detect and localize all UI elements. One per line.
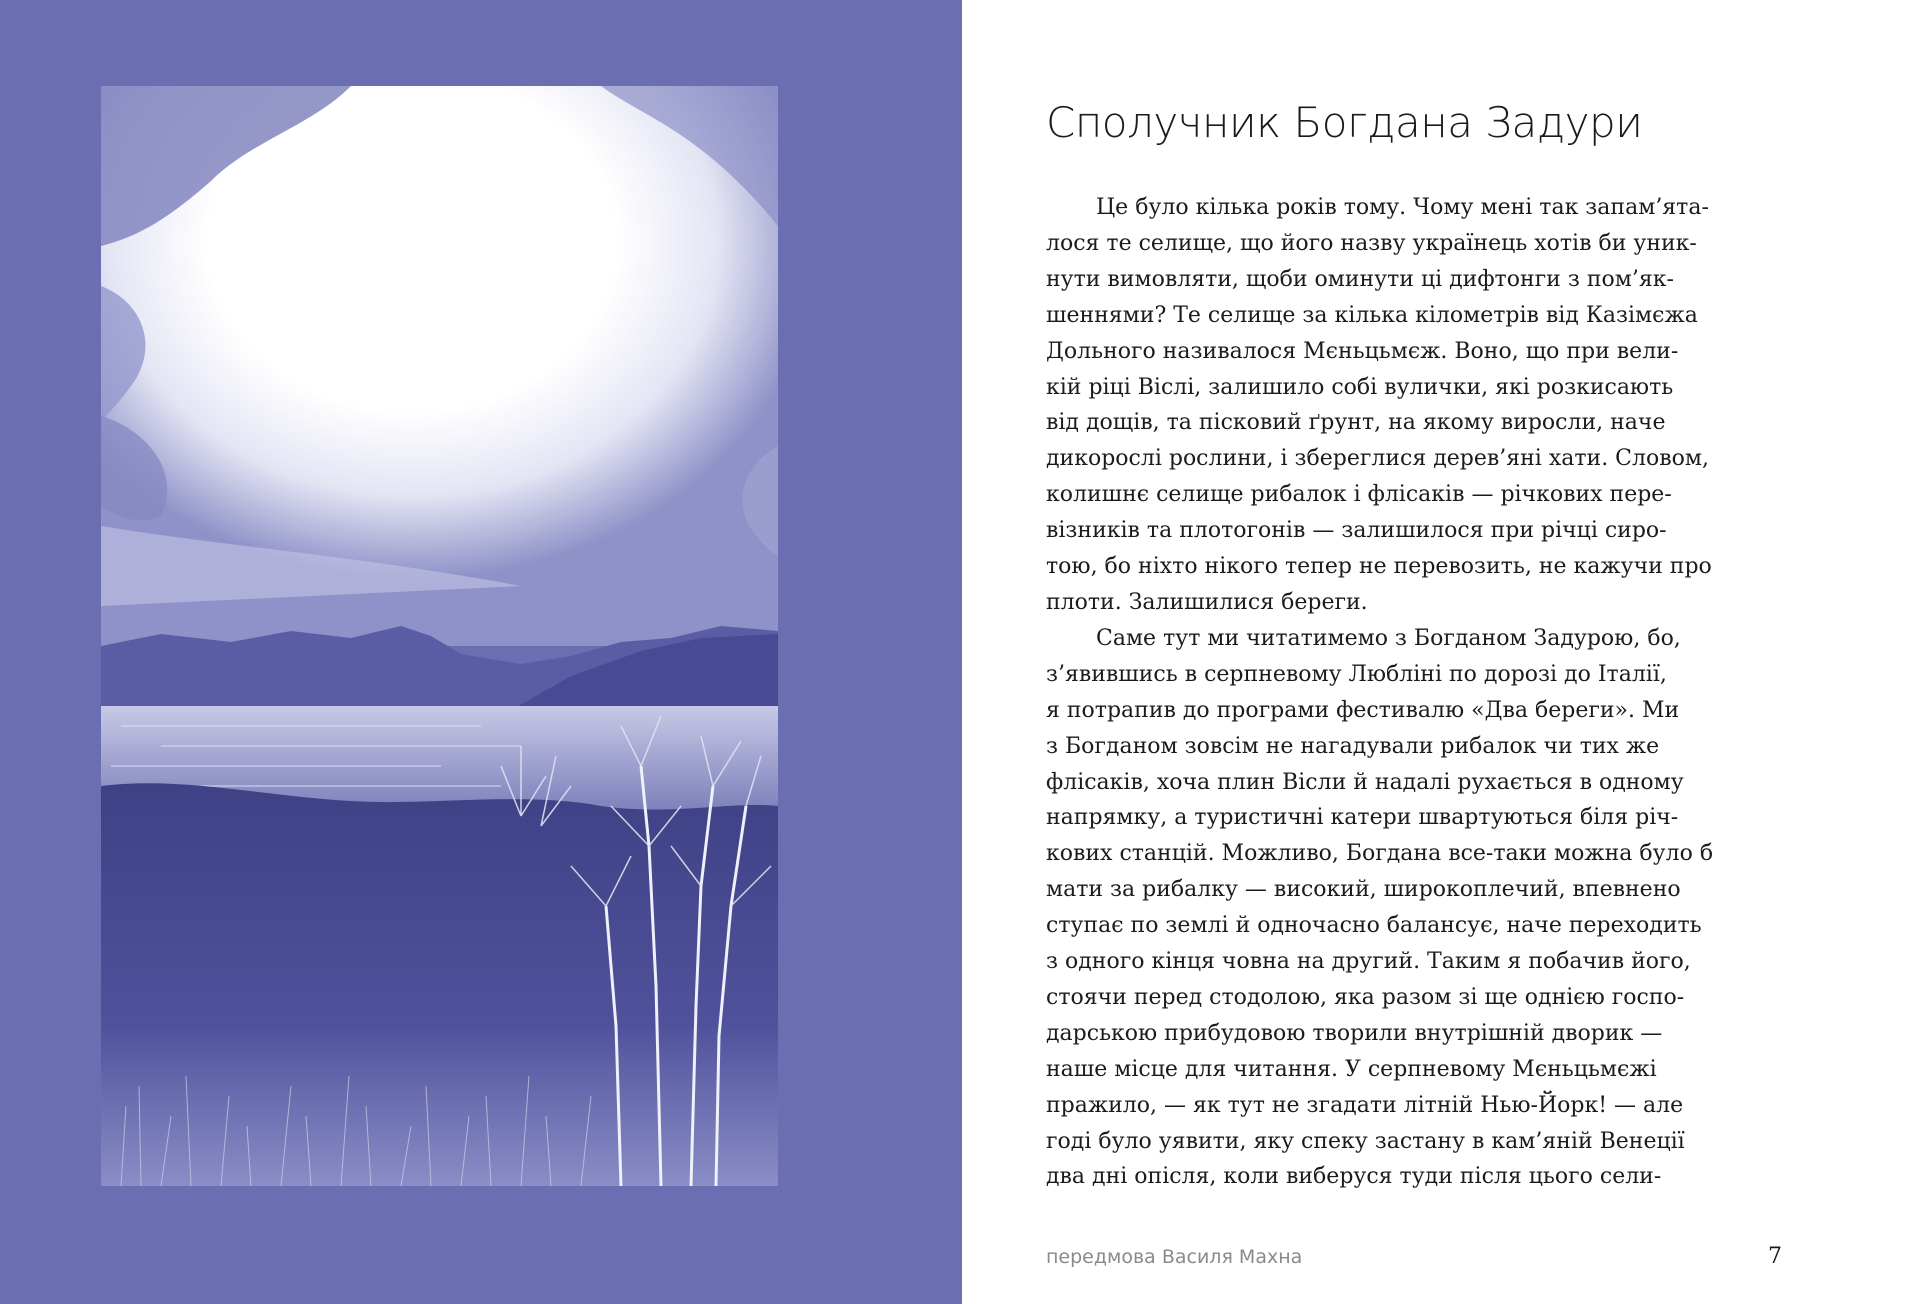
text-line: ступає по землі й одночасно балансує, наче переходить xyxy=(1046,913,1702,939)
text-line: мати за рибалку — високий, широкоплечий, впевнено xyxy=(1046,877,1681,903)
body-text xyxy=(1046,190,1714,1195)
ground xyxy=(101,783,778,1186)
text-line: плоти. Залишилися береги. xyxy=(1046,589,1368,615)
text-line: нути вимовляти, щоби оминути ці дифтонги з пом’як- xyxy=(1046,266,1674,292)
text-line: кових станцій. Можливо, Богдана все-таки можна було б xyxy=(1046,841,1714,867)
running-footer: передмова Василя Махна xyxy=(1046,1246,1303,1268)
text-line: Саме тут ми читатимемо з Богданом Задурою, бо, xyxy=(1096,625,1681,651)
chapter-title: Сполучник Богдана Задури xyxy=(1046,98,1643,147)
page-number: 7 xyxy=(1768,1244,1782,1269)
text-line: кій ріці Віслі, залишило собі вулички, які розкисають xyxy=(1046,374,1674,400)
text-line: Дольного називалося Мєньцьмєж. Воно, що при вели- xyxy=(1046,338,1679,364)
text-line: шеннями? Те селище за кілька кілометрів від Казімєжа xyxy=(1046,302,1698,328)
text-line: годі було уявити, яку спеку застану в кам’яній Венеції xyxy=(1046,1128,1685,1154)
text-line: з’явившись в серпневому Любліні по дорозі до Італії, xyxy=(1046,661,1667,687)
text-line: з Богданом зовсім не нагадували рибалок чи тих же xyxy=(1046,733,1660,759)
text-line: з одного кінця човна на другий. Таким я побачив його, xyxy=(1046,949,1691,975)
landscape-photo-icon xyxy=(101,86,778,1186)
text-line: напрямку, а туристичні катери швартуються біля річ- xyxy=(1046,805,1679,831)
text-line: пражило, — як тут не згадати літній Нью-Йорк! — але xyxy=(1046,1092,1684,1118)
text-line: від дощів, та пісковий ґрунт, на якому виросли, наче xyxy=(1046,410,1666,436)
text-line: дарською прибудовою творили внутрішній дворик — xyxy=(1046,1020,1663,1046)
text-line: дикорослі рослини, і збереглися дерев’яні хати. Словом, xyxy=(1046,446,1709,472)
text-line: візників та плотогонів — залишилося при річці сиро- xyxy=(1046,518,1667,544)
text-line: два дні опісля, коли виберуся туди після цього сели- xyxy=(1046,1164,1662,1190)
text-line: стоячи перед стодолою, яка разом зі ще однією госпо- xyxy=(1046,984,1685,1010)
text-line: наше місце для читання. У серпневому Мєньцьмєжі xyxy=(1046,1056,1657,1082)
text-line: Це було кілька років тому. Чому мені так запам’ята- xyxy=(1096,195,1709,220)
text-line: флісаків, хоча плин Вісли й надалі рухається в одному xyxy=(1046,769,1684,795)
right-page xyxy=(962,0,1920,1304)
text-line: тою, бо ніхто нікого тепер не перевозить, не кажучи про xyxy=(1046,554,1712,580)
text-line: я потрапив до програми фестивалю «Два береги». Ми xyxy=(1046,697,1680,723)
text-line: лося те селище, що його назву українець хотів би уник- xyxy=(1046,230,1697,256)
text-line: колишнє селище рибалок і флісаків — річкових пере- xyxy=(1046,482,1672,508)
